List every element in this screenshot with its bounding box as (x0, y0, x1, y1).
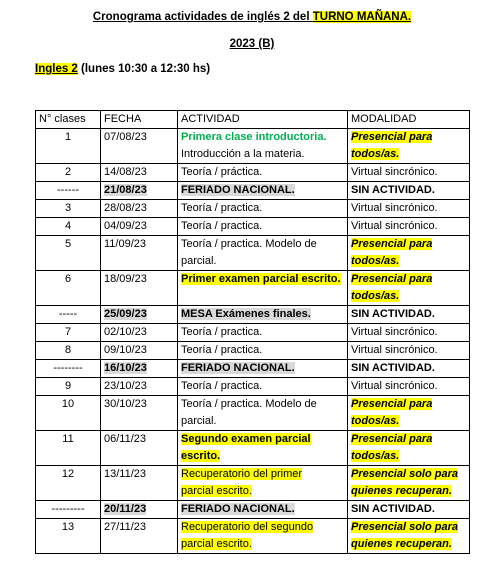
class-modality (348, 182, 470, 200)
class-activity (178, 182, 348, 200)
class-activity (178, 396, 348, 431)
title-highlight: TURNO MAÑANA. (312, 11, 412, 23)
modality-text: SIN ACTIVIDAD. (351, 503, 435, 515)
class-number: 5 (36, 236, 101, 271)
class-date: 04/09/23 (101, 218, 178, 236)
class-number: 3 (36, 200, 101, 218)
modality-line: quienes recuperan. (351, 485, 452, 497)
class-activity (178, 236, 348, 271)
table-row (36, 271, 470, 306)
class-date (101, 501, 178, 519)
class-date: 28/08/23 (101, 200, 178, 218)
class-date: 02/10/23 (101, 324, 178, 342)
activity-line: Teoría / practica. Modelo de (181, 398, 317, 410)
class-date: 18/09/23 (101, 271, 178, 306)
table-row (36, 466, 470, 501)
activity-line: parcial. (181, 255, 217, 267)
class-activity: Teoría / practica. (178, 324, 348, 342)
table-row (36, 431, 470, 466)
activity-highlight: Primer examen parcial escrito. (181, 273, 341, 285)
class-date: 07/08/23 (101, 129, 178, 164)
class-number: 2 (36, 164, 101, 182)
class-modality (348, 306, 470, 324)
class-number: --------- (36, 501, 101, 519)
column-header: FECHA (101, 111, 178, 129)
table-row (36, 378, 470, 396)
title-prefix: Cronograma actividades de inglés 2 del (92, 11, 313, 23)
class-modality (348, 360, 470, 378)
table-row (36, 396, 470, 431)
class-modality: Virtual sincrónico. (348, 218, 470, 236)
class-date: 11/09/23 (101, 236, 178, 271)
class-modality (348, 396, 470, 431)
course-schedule: (lunes 10:30 a 12:30 hs) (77, 63, 211, 75)
year-text: 2023 (B) (229, 38, 275, 50)
class-modality (348, 236, 470, 271)
class-number: 9 (36, 378, 101, 396)
modality-text: SIN ACTIVIDAD. (351, 184, 435, 196)
class-modality (348, 271, 470, 306)
modality-line: Presencial para (351, 273, 433, 285)
activity-line: parcial. (181, 415, 217, 427)
class-activity: Teoría / practica. (178, 200, 348, 218)
class-activity: Teoría / practica. (178, 378, 348, 396)
class-modality: Virtual sincrónico. (348, 164, 470, 182)
modality-text: SIN ACTIVIDAD. (351, 362, 435, 374)
table-header-row (36, 111, 470, 129)
modality-line: todos/as. (351, 148, 400, 160)
table-row (36, 501, 470, 519)
class-number: 10 (36, 396, 101, 431)
activity-line: Teoría / practica. Modelo de (181, 238, 317, 250)
modality-line: quienes recuperan. (351, 538, 452, 550)
date-highlight: 21/08/23 (104, 184, 147, 196)
class-date: 14/08/23 (101, 164, 178, 182)
date-highlight: 20/11/23 (104, 503, 147, 515)
course-subtitle (35, 63, 210, 75)
activity-highlight: FERIADO NACIONAL. (181, 184, 295, 196)
modality-line: Presencial solo para (351, 521, 458, 533)
class-number: 1 (36, 129, 101, 164)
class-activity (178, 306, 348, 324)
document-title (0, 11, 504, 23)
modality-line: Presencial para (351, 131, 433, 143)
class-date: 09/10/23 (101, 342, 178, 360)
modality-line: Presencial solo para (351, 468, 458, 480)
class-date: 27/11/23 (101, 519, 178, 554)
activity-highlight: parcial escrito. (181, 538, 252, 550)
table-row (36, 129, 470, 164)
class-modality: Virtual sincrónico. (348, 200, 470, 218)
course-name: Ingles 2 (35, 63, 78, 75)
activity-highlight: parcial escrito. (181, 485, 252, 497)
modality-line: Presencial para (351, 433, 433, 445)
class-date (101, 182, 178, 200)
class-number: ----- (36, 306, 101, 324)
activity-highlight: escrito. (181, 450, 221, 462)
modality-text: SIN ACTIVIDAD. (351, 308, 435, 320)
column-header: MODALIDAD (348, 111, 470, 129)
class-activity: Teoría / practica. (178, 342, 348, 360)
document-year (0, 38, 504, 50)
activity-highlight: FERIADO NACIONAL. (181, 503, 295, 515)
class-date: 23/10/23 (101, 378, 178, 396)
activity-highlight: Recuperatorio del primer (181, 468, 303, 480)
class-modality (348, 501, 470, 519)
class-modality: Virtual sincrónico. (348, 324, 470, 342)
table-row (36, 164, 470, 182)
table-row (36, 324, 470, 342)
class-activity (178, 466, 348, 501)
table-row (36, 306, 470, 324)
activity-line: Introducción a la materia. (181, 148, 305, 160)
class-activity: Teoría / práctica. (178, 164, 348, 182)
modality-line: todos/as. (351, 450, 400, 462)
column-header: N° clases (36, 111, 101, 129)
class-number: 6 (36, 271, 101, 306)
column-header: ACTIVIDAD (178, 111, 348, 129)
table-row (36, 182, 470, 200)
class-modality: Virtual sincrónico. (348, 342, 470, 360)
table-row (36, 218, 470, 236)
activity-highlight: FERIADO NACIONAL. (181, 362, 295, 374)
class-number: 11 (36, 431, 101, 466)
class-date: 13/11/23 (101, 466, 178, 501)
activity-highlight: Segundo examen parcial (181, 433, 311, 445)
modality-line: Presencial para (351, 398, 433, 410)
class-activity (178, 501, 348, 519)
class-activity (178, 431, 348, 466)
class-number: ------ (36, 182, 101, 200)
table-row (36, 200, 470, 218)
date-highlight: 25/09/23 (104, 308, 147, 320)
class-activity: Teoría / practica. (178, 218, 348, 236)
activity-line: Primera clase introductoria. (181, 131, 327, 143)
modality-line: todos/as. (351, 255, 400, 267)
class-number: 12 (36, 466, 101, 501)
class-modality (348, 129, 470, 164)
activity-highlight: MESA Exámenes finales. (181, 308, 311, 320)
class-activity (178, 271, 348, 306)
table-row (36, 360, 470, 378)
class-number: 4 (36, 218, 101, 236)
table-row (36, 342, 470, 360)
class-date: 06/11/23 (101, 431, 178, 466)
class-date (101, 306, 178, 324)
class-number: 8 (36, 342, 101, 360)
class-date (101, 360, 178, 378)
modality-line: Presencial para (351, 238, 433, 250)
class-modality: Virtual sincrónico. (348, 378, 470, 396)
class-number: 13 (36, 519, 101, 554)
table-row (36, 519, 470, 554)
date-highlight: 16/10/23 (104, 362, 147, 374)
class-activity (178, 519, 348, 554)
class-activity (178, 129, 348, 164)
schedule-table (35, 110, 470, 554)
class-modality (348, 431, 470, 466)
class-modality (348, 466, 470, 501)
modality-line: todos/as. (351, 290, 400, 302)
modality-line: todos/as. (351, 415, 400, 427)
class-number: 7 (36, 324, 101, 342)
class-date: 30/10/23 (101, 396, 178, 431)
class-modality (348, 519, 470, 554)
class-activity (178, 360, 348, 378)
class-number: -------- (36, 360, 101, 378)
activity-highlight: Recuperatorio del segundo (181, 521, 314, 533)
table-row (36, 236, 470, 271)
